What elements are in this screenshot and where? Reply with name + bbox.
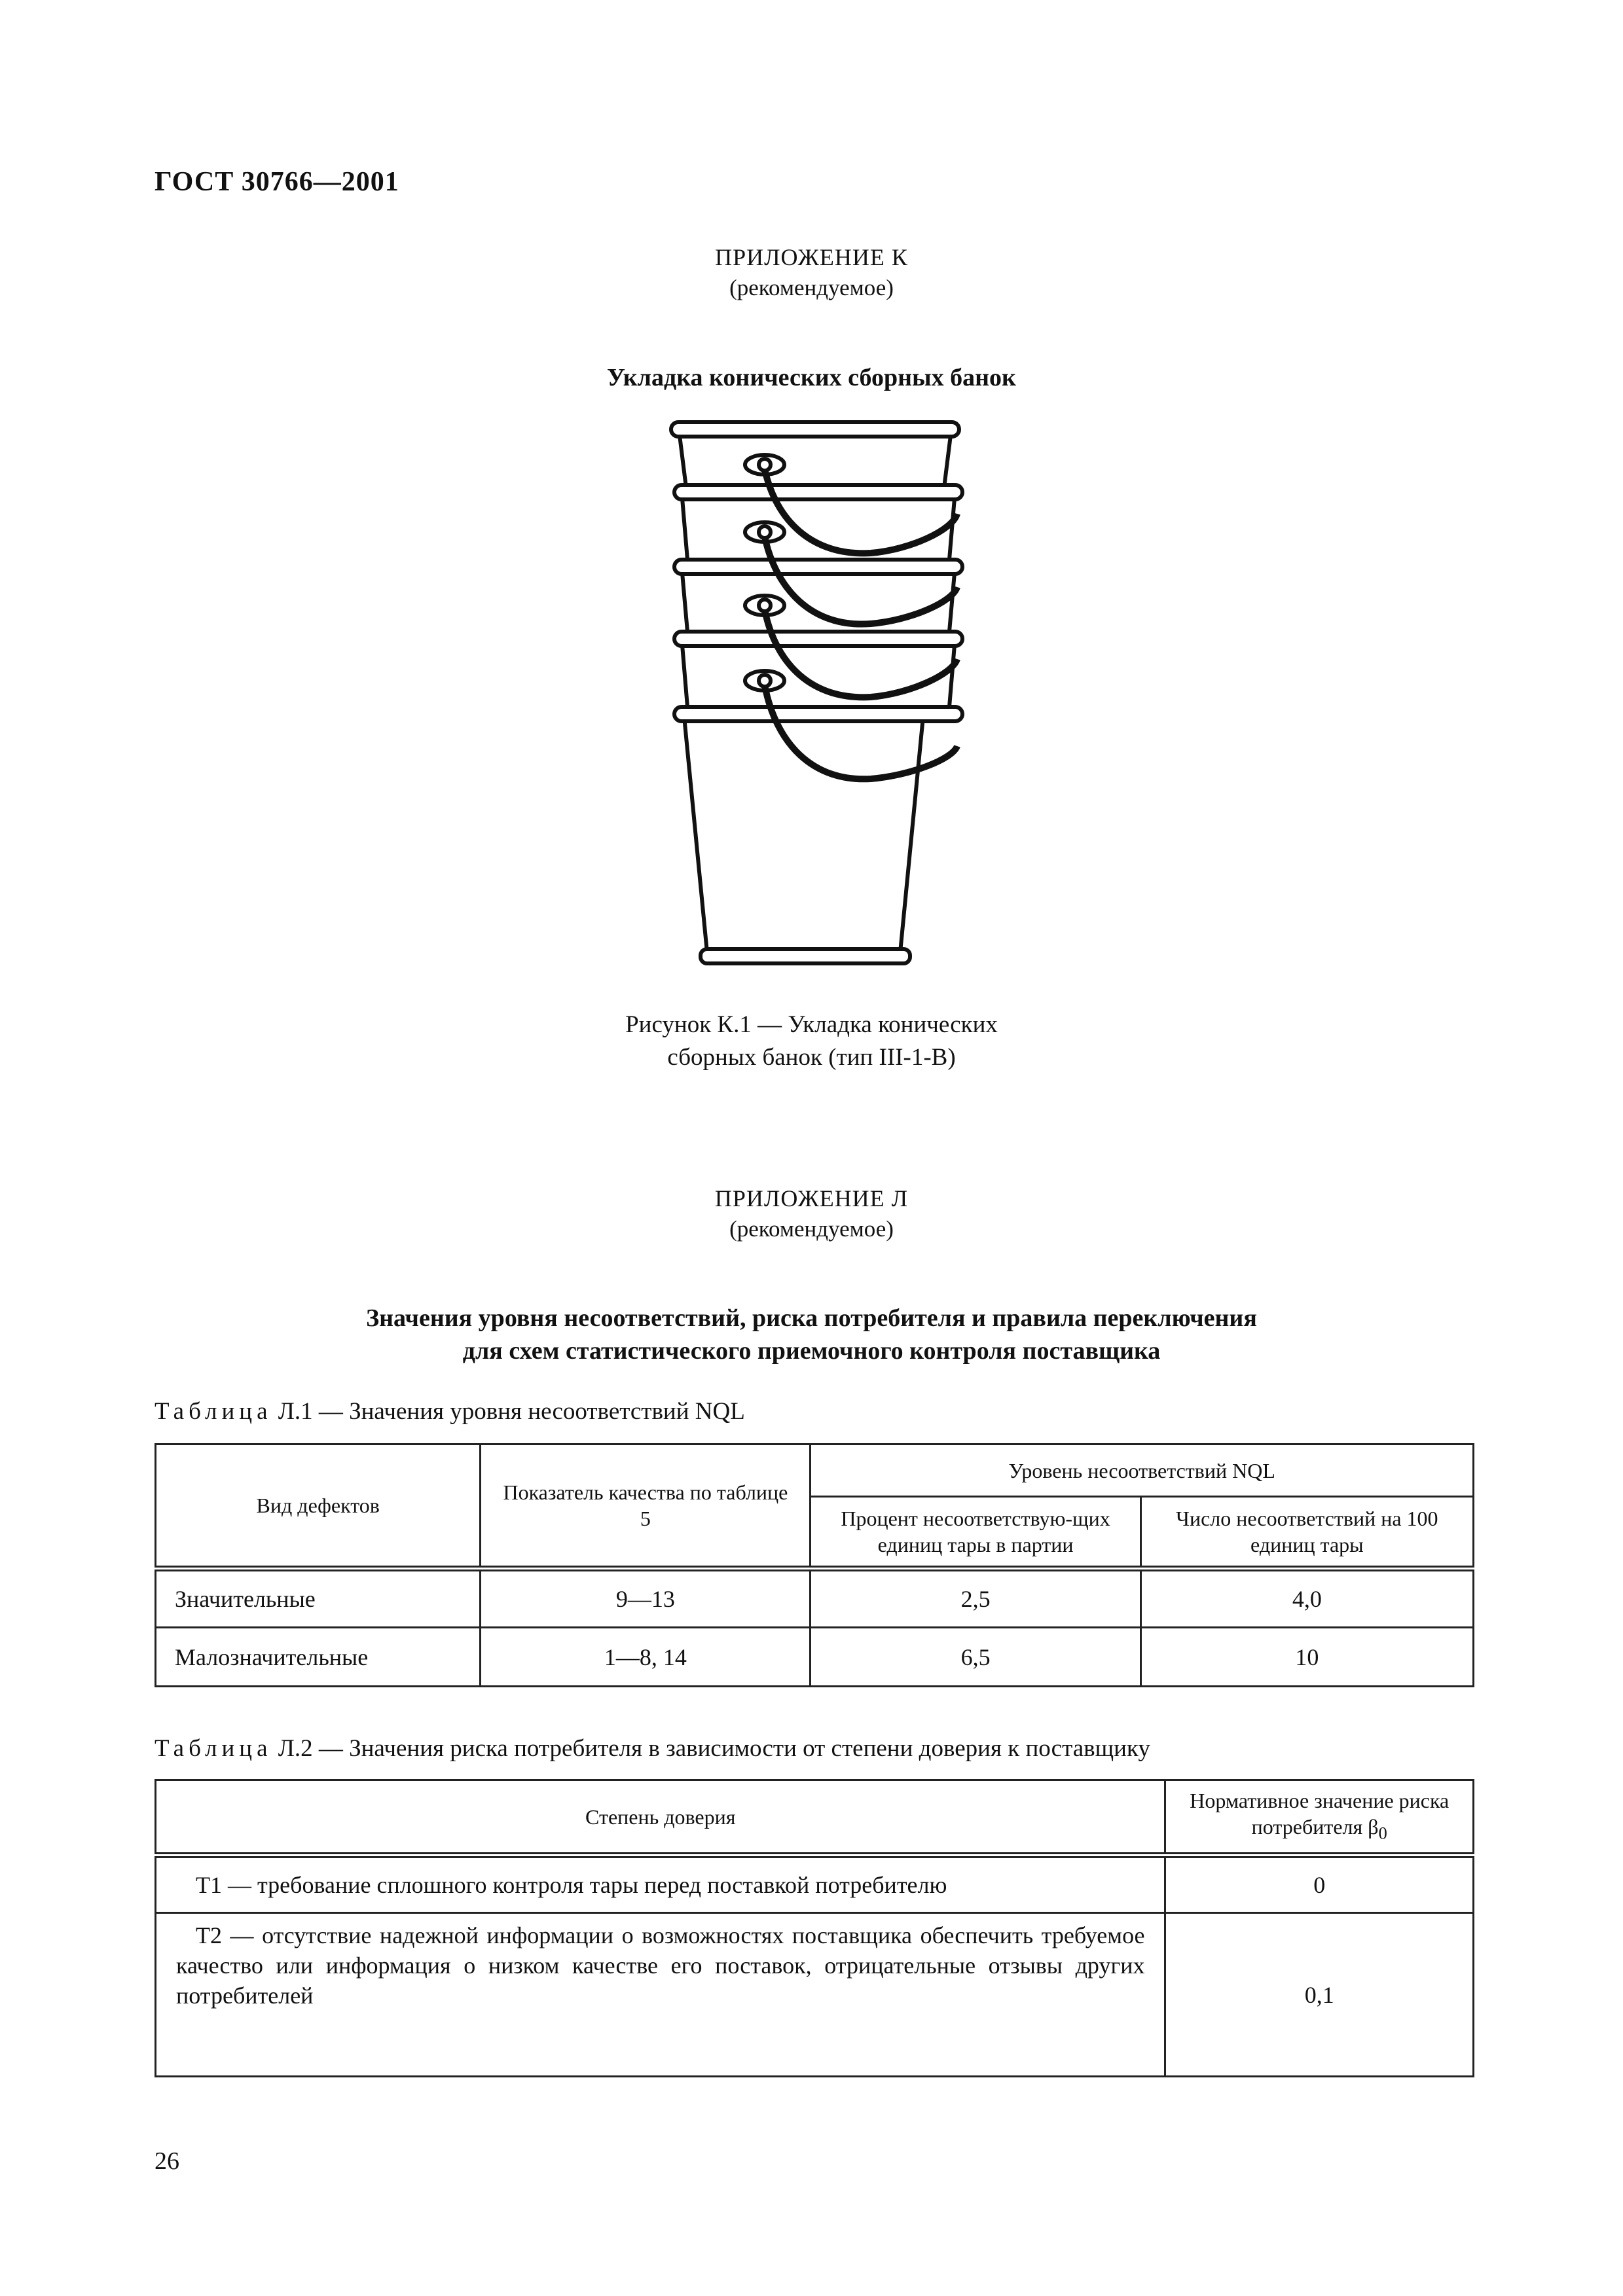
table2-label: Таблица <box>155 1735 272 1762</box>
table-row <box>156 1913 1474 2077</box>
appendix-l-heading-line1: Значения уровня несоответствий, риска потребителя и правила переключения <box>366 1304 1257 1332</box>
col-trust-level: Степень доверия <box>156 1780 1165 1856</box>
figure-caption-line2: сборных банок (тип III-1-В) <box>667 1044 956 1071</box>
table2-caption: Л.2 — Значения риска потребителя в зависимости от степени доверия к поставщику <box>272 1735 1150 1762</box>
cell-trust: Т2 — отсутствие надежной информации о возможностях поставщика обеспечить требуемое качество или информация о низком качестве его поставок, отрицательные отзывы других потребителей <box>156 1913 1165 2077</box>
table1-caption: Л.1 — Значения уровня несоответствий NQL <box>272 1398 745 1425</box>
appendix-l-title: ПРИЛОЖЕНИЕ Л <box>714 1185 909 1211</box>
document-id: ГОСТ 30766—2001 <box>155 167 399 197</box>
figure-caption-line1: Рисунок К.1 — Укладка конических <box>625 1011 998 1038</box>
table-row <box>156 1856 1474 1913</box>
col-quality-index: Показатель качества по таблице 5 <box>481 1444 811 1569</box>
table2-title <box>155 1734 1150 1763</box>
risk-header-text: Нормативное значение риска потребителя β <box>1190 1788 1450 1839</box>
cell-trust: Т1 — требование сплошного контроля тары перед поставкой потребителю <box>156 1856 1165 1913</box>
table1-title <box>155 1397 745 1426</box>
risk-header-subscript: 0 <box>1378 1823 1387 1843</box>
cell-index: 1—8, 14 <box>481 1628 811 1687</box>
appendix-k-subtitle: (рекомендуемое) <box>729 275 894 300</box>
table-row <box>156 1569 1474 1628</box>
appendix-k-title: ПРИЛОЖЕНИЕ К <box>715 244 908 270</box>
col-per100: Число несоответствий на 100 единиц тары <box>1140 1497 1473 1569</box>
cell-type: Значительные <box>156 1569 481 1628</box>
page-number: 26 <box>155 2147 179 2175</box>
cell-index: 9—13 <box>481 1569 811 1628</box>
table1-label: Таблица <box>155 1398 272 1425</box>
cell-percent: 2,5 <box>811 1569 1140 1628</box>
col-defect-type: Вид дефектов <box>156 1444 481 1569</box>
col-nql-group: Уровень несоответствий NQL <box>811 1444 1474 1497</box>
appendix-l-subtitle: (рекомендуемое) <box>729 1216 894 1242</box>
stacked-conical-buckets-icon <box>655 416 976 978</box>
cell-per100: 4,0 <box>1140 1569 1473 1628</box>
cell-risk: 0,1 <box>1165 1913 1474 2077</box>
cell-type: Малозначительные <box>156 1628 481 1687</box>
col-percent: Процент несоответствую-щих единиц тары в партии <box>811 1497 1140 1569</box>
appendix-k-heading: Укладка конических сборных банок <box>607 364 1016 391</box>
table-nql <box>155 1443 1474 1687</box>
cell-per100: 10 <box>1140 1628 1473 1687</box>
col-risk-value <box>1165 1780 1474 1856</box>
table-consumer-risk <box>155 1779 1474 2077</box>
cell-risk: 0 <box>1165 1856 1474 1913</box>
appendix-l-heading-line2: для схем статистического приемочного контроля поставщика <box>462 1337 1161 1365</box>
stacked-buckets-figure <box>655 416 976 978</box>
table-row <box>156 1628 1474 1687</box>
cell-percent: 6,5 <box>811 1628 1140 1687</box>
